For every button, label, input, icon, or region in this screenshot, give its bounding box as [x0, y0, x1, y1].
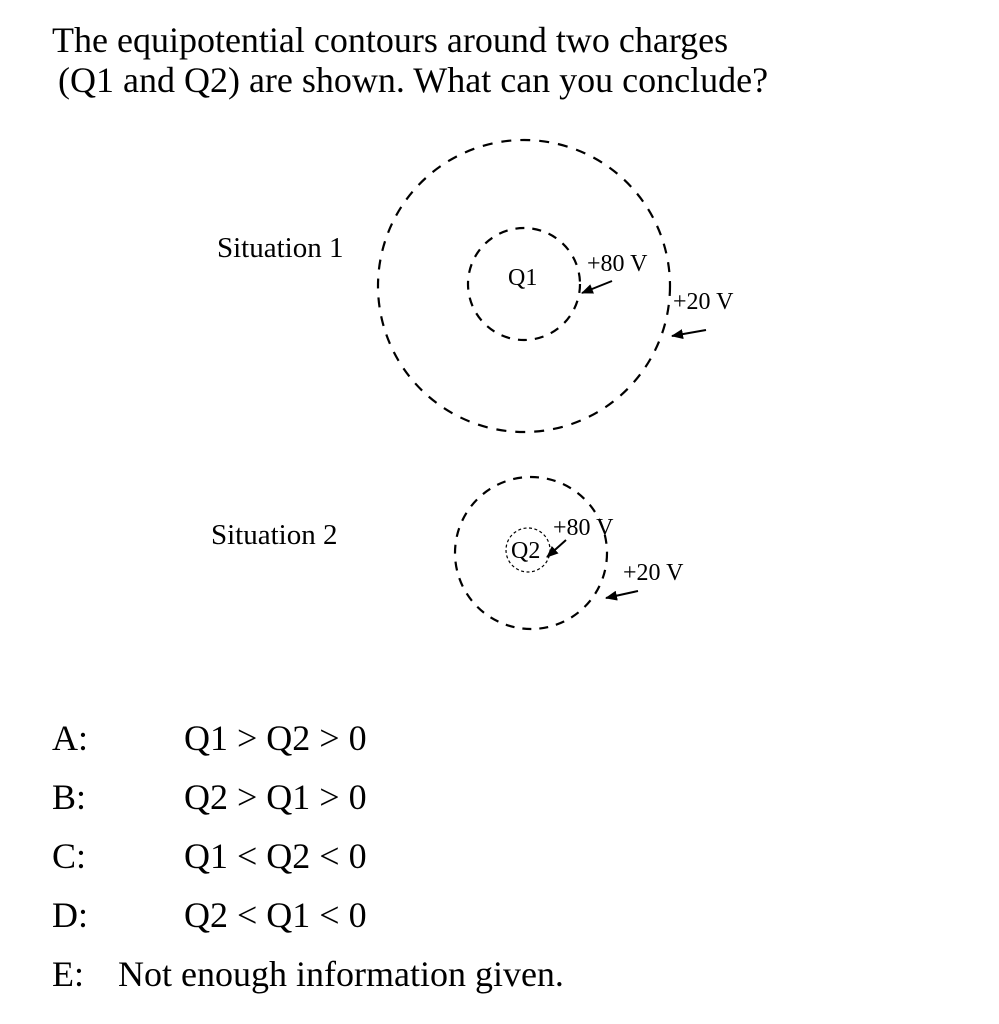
- situation-1-label: Situation 1: [217, 232, 344, 264]
- situation-2-outer-arrow: [606, 591, 638, 598]
- choice-e[interactable]: [52, 954, 564, 994]
- choice-a-letter: A:: [52, 718, 88, 758]
- choice-d-text: Q2 < Q1 < 0: [184, 895, 367, 935]
- situation-2-label: Situation 2: [211, 519, 338, 551]
- choice-a-text: Q1 > Q2 > 0: [184, 718, 367, 758]
- situation-2-outer-potential-label: +20 V: [623, 560, 684, 586]
- situation-1-outer-arrow: [672, 330, 706, 336]
- choice-c[interactable]: [52, 836, 367, 876]
- choice-b-text: Q2 > Q1 > 0: [184, 777, 367, 817]
- choice-d[interactable]: [52, 895, 367, 935]
- choice-b[interactable]: [52, 777, 367, 817]
- choice-a[interactable]: [52, 718, 367, 758]
- choice-e-text: Not enough information given.: [118, 954, 564, 994]
- question-line-2: (Q1 and Q2) are shown. What can you conclude?: [58, 60, 769, 100]
- situation-1-group: [217, 140, 734, 432]
- choice-b-letter: B:: [52, 777, 87, 817]
- question-line-1: The equipotential contours around two charges: [52, 20, 729, 60]
- choice-e-letter: E:: [52, 954, 84, 994]
- choice-c-text: Q1 < Q2 < 0: [184, 836, 367, 876]
- situation-2-group: [211, 477, 684, 629]
- choice-c-letter: C:: [52, 836, 87, 876]
- situation-1-inner-arrow: [582, 281, 612, 293]
- charge-q1-label: Q1: [508, 265, 538, 291]
- situation-1-outer-potential-label: +20 V: [673, 289, 734, 315]
- charge-q2-label: Q2: [511, 538, 541, 564]
- situation-2-inner-potential-label: +80 V: [553, 515, 614, 541]
- situation-2-inner-arrow: [547, 540, 566, 557]
- situation-1-inner-potential-label: +80 V: [587, 251, 648, 277]
- choice-d-letter: D:: [52, 895, 88, 935]
